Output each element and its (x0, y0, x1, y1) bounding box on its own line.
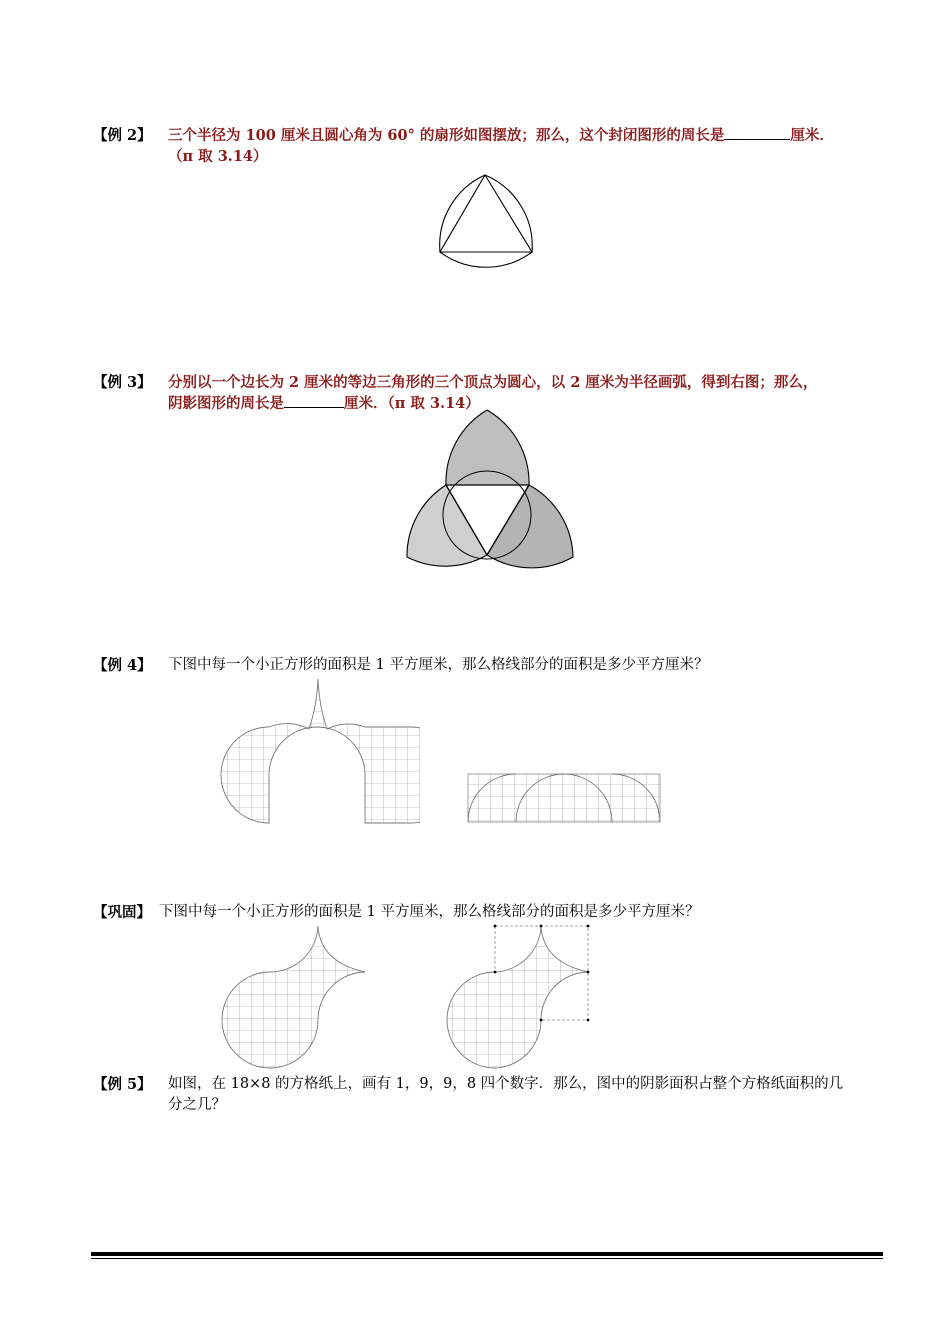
grid-strip (468, 774, 660, 822)
reuleaux-figure (430, 165, 540, 275)
consolidation-text: 下图中每一个小正方形的面积是 1 平方厘米，那么格线部分的面积是多少平方厘米？ (159, 904, 700, 920)
example-5-tag: 【例 5】 (93, 1076, 152, 1093)
consolidation-tag: 【巩固】 (93, 904, 151, 921)
three-petal-figure (395, 405, 585, 575)
example-2-unit: 厘米． (790, 127, 834, 144)
top-petal (446, 410, 529, 485)
arch-grid-figure (215, 675, 420, 827)
example-4 (93, 655, 888, 676)
teardrop-grid-figure-left (215, 922, 375, 1072)
answer-blank (284, 393, 344, 408)
example-5-text: 如图，在 18×8 的方格纸上，画有 1，9，9，8 四个数字．那么，图中的阴影面积占整个方格纸面积的几 (168, 1076, 844, 1092)
equilateral-triangle (440, 175, 532, 252)
answer-blank (724, 125, 790, 140)
example-2-text: 三个半径为 100 厘米且圆心角为 60° 的扇形如图摆放；那么，这个封闭图形的周长是 (168, 127, 725, 144)
example-3-tag: 【例 3】 (93, 374, 152, 391)
example-3-unit: 厘米．（π 取 3.14） (344, 395, 480, 412)
example-3-text-2: 阴影图形的周长是 (168, 395, 284, 412)
footer-rule-thick (91, 1252, 883, 1256)
footer-rule-thin (91, 1258, 883, 1259)
sector-outline (440, 175, 533, 267)
example-4-tag: 【例 4】 (93, 657, 152, 674)
example-5-text-2: 分之几？ (168, 1097, 226, 1113)
example-3-text: 分别以一个边长为 2 厘米的等边三角形的三个顶点为圆心，以 2 厘米为半径画弧，得到右图；那么， (168, 374, 818, 391)
example-2 (93, 125, 888, 167)
teardrop-grid-figure-right (440, 922, 600, 1072)
example-2-pi-note: （π 取 3.14） (168, 148, 268, 165)
consolidation-problem (93, 902, 888, 923)
example-4-text: 下图中每一个小正方形的面积是 1 平方厘米，那么格线部分的面积是多少平方厘米？ (168, 657, 709, 673)
example-5 (93, 1074, 888, 1116)
example-2-tag: 【例 2】 (93, 127, 152, 144)
semicircle-grid-figure (466, 772, 662, 826)
